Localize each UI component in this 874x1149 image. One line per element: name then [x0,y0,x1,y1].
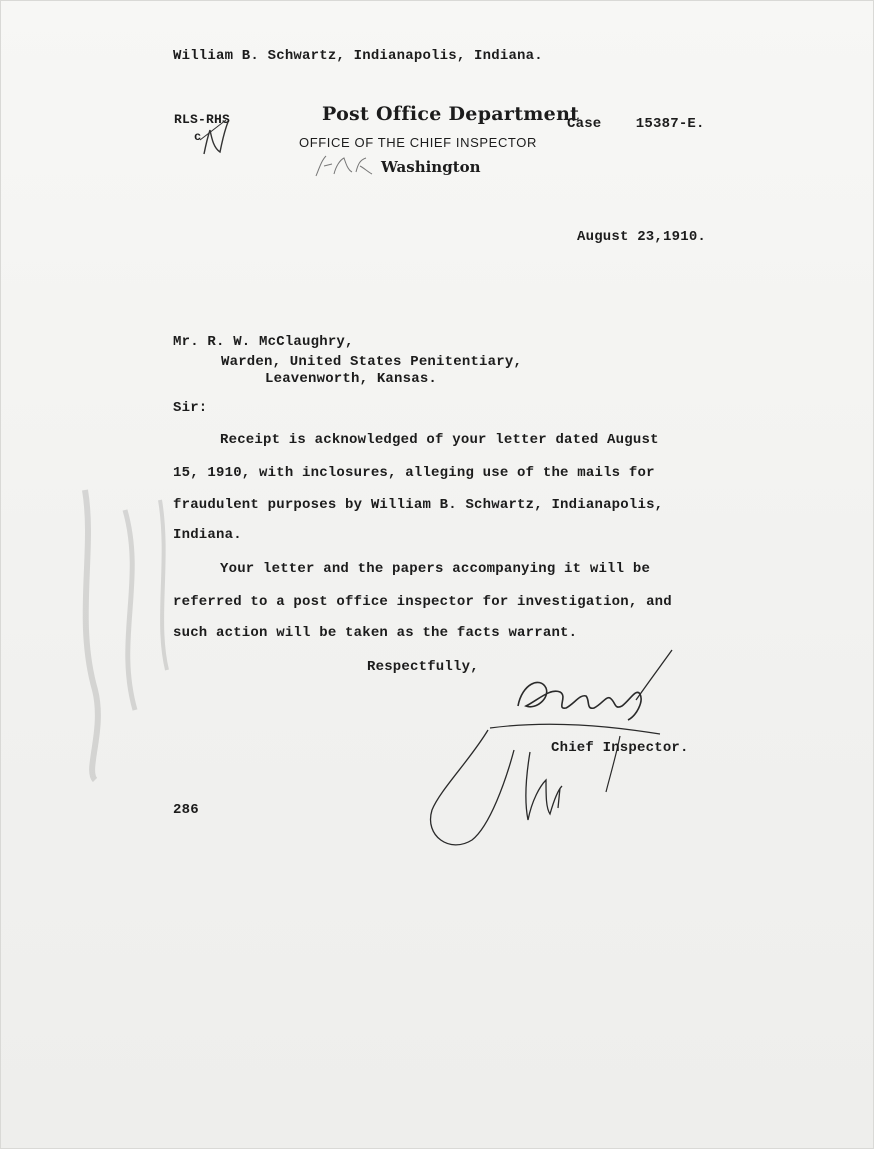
reference-initials: RLS-RHS [174,112,231,127]
department-heading: Post Office Department [322,103,580,125]
body-line: Receipt is acknowledged of your letter dated August [220,432,659,448]
bleed-through-marks [55,470,195,790]
letter-date: August 23,1910. [577,229,707,245]
handwritten-initials-mark [312,152,374,180]
signer-title: Chief Inspector. [551,740,689,756]
address-line: Leavenworth, Kansas. [265,371,438,387]
body-line: referred to a post office inspector for investigation, and [173,594,672,610]
city-heading: Washington [381,158,481,176]
address-line: Warden, United States Penitentiary, [221,354,523,370]
address-line: Mr. R. W. McClaughry, [173,334,354,350]
body-line: fraudulent purposes by William B. Schwartz, Indianapolis, [173,497,664,513]
office-heading: OFFICE OF THE CHIEF INSPECTOR [299,135,537,150]
page-number: 286 [173,802,199,818]
reference-initials-sub: c [194,130,202,144]
body-line: Indiana. [173,527,242,543]
body-line: 15, 1910, with inclosures, alleging use of the mails for [173,465,655,481]
case-number: Case 15387-E. [567,116,705,132]
handwritten-check-mark [198,118,238,160]
closing: Respectfully, [367,659,479,675]
body-line: Your letter and the papers accompanying it will be [220,561,651,577]
subject-line: William B. Schwartz, Indianapolis, Indiana. [173,48,543,64]
body-line: such action will be taken as the facts warrant. [173,625,578,641]
salutation: Sir: [173,400,208,416]
